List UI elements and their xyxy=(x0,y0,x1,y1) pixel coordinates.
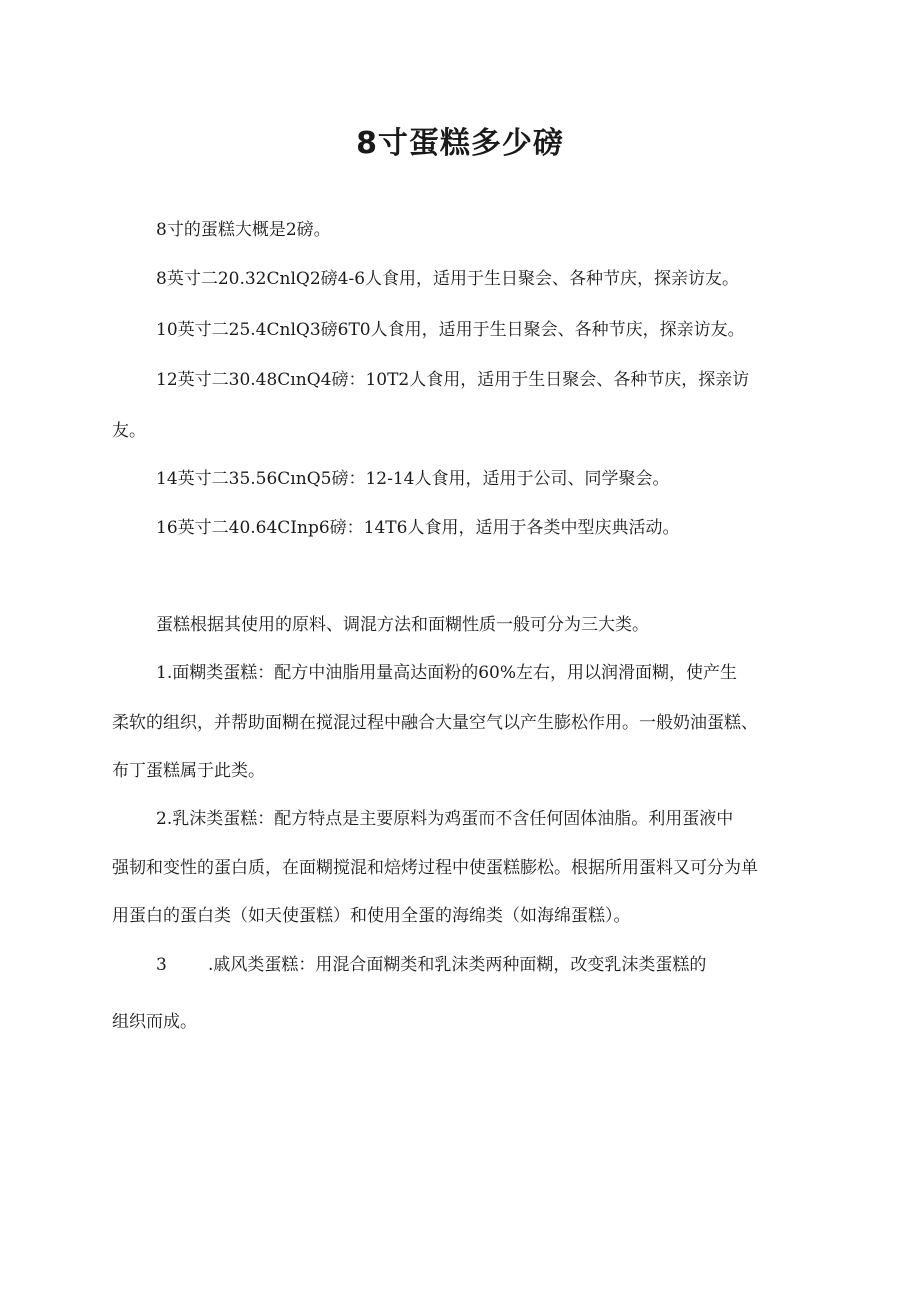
document-title: 8寸蛋糕多少磅 xyxy=(356,126,564,161)
paragraph-12inch-spec: 12英寸二30.48CınQ4磅：10T2人食用，适用于生日聚会、各种节庆，探亲访 xyxy=(156,370,750,390)
list-item-text: .戚风类蛋糕：用混合面糊类和乳沫类两种面糊，改变乳沫类蛋糕的 xyxy=(208,955,707,975)
paragraph-foam-cake-line-1: 2.乳沫类蛋糕：配方特点是主要原料为鸡蛋而不含任何固体油脂。利用蛋液中 xyxy=(156,809,734,829)
paragraph-8inch-spec: 8英寸二20.32CnlQ2磅4-6人食用，适用于生日聚会、各种节庆，探亲访友。 xyxy=(156,269,740,289)
paragraph-batter-cake-line-2: 柔软的组织，并帮助面糊在搅混过程中融合大量空气以产生膨松作用。一般奶油蛋糕、 xyxy=(112,713,758,733)
paragraph-batter-cake-line-1: 1.面糊类蛋糕：配方中油脂用量高达面粉的60%左右，用以润滑面糊，使产生 xyxy=(156,663,738,683)
list-number: 3 xyxy=(156,955,167,975)
paragraph-batter-cake-line-3: 布丁蛋糕属于此类。 xyxy=(112,761,265,781)
paragraph-foam-cake-line-3: 用蛋白的蛋白类（如天使蛋糕）和使用全蛋的海绵类（如海绵蛋糕）。 xyxy=(112,906,631,926)
paragraph-14inch-spec: 14英寸二35.56CınQ5磅：12-14人食用，适用于公司、同学聚会。 xyxy=(156,469,670,489)
paragraph-8inch-summary: 8寸的蛋糕大概是2磅。 xyxy=(156,220,331,240)
paragraph-foam-cake-line-2: 强韧和变性的蛋白质，在面糊搅混和焙烤过程中使蛋糕膨松。根据所用蛋料又可分为单 xyxy=(112,858,758,878)
paragraph-12inch-spec-continued: 友。 xyxy=(112,421,146,441)
paragraph-chiffon-cake-line-2: 组织而成。 xyxy=(112,1012,197,1032)
paragraph-chiffon-cake-line-1 xyxy=(156,954,706,976)
paragraph-16inch-spec: 16英寸二40.64CInp6磅：14T6人食用，适用于各类中型庆典活动。 xyxy=(156,518,680,538)
paragraph-10inch-spec: 10英寸二25.4CnlQ3磅6T0人食用，适用于生日聚会、各种节庆，探亲访友。 xyxy=(156,320,745,340)
paragraph-cake-categories-intro: 蛋糕根据其使用的原料、调混方法和面糊性质一般可分为三大类。 xyxy=(156,615,649,635)
